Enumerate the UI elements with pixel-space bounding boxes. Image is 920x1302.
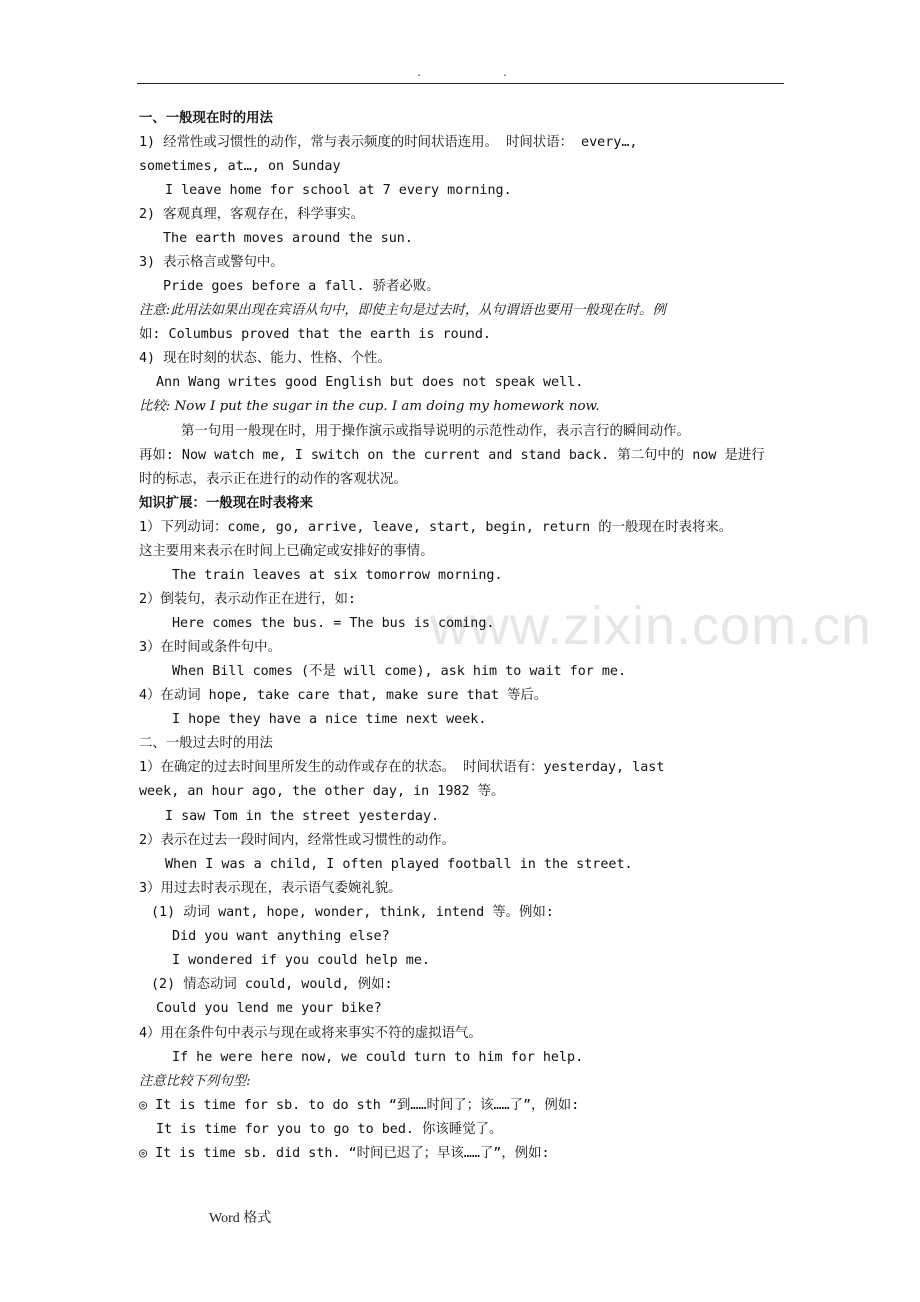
page-footer: Word 格式 [209, 1211, 272, 1226]
text-line: The train leaves at six tomorrow morning. [172, 568, 503, 583]
text-line: 二、一般过去时的用法 [139, 736, 273, 751]
text-line: 2) 客观真理，客观存在，科学事实。 [139, 207, 365, 222]
text-line: (1) 动词 want, hope, wonder, think, intend 等。例如: [151, 905, 554, 920]
text-line: 3) 表示格言或警句中。 [139, 255, 284, 270]
text-line: 1）在确定的过去时间里所发生的动作或存在的状态。 时间状语有：yesterday, last [139, 760, 665, 775]
text-line: 再如: Now watch me, I switch on the current and stand back. 第二句中的 now 是进行 [139, 448, 765, 463]
text-line: I saw Tom in the street yesterday. [165, 809, 440, 824]
text-line: 3）在时间或条件句中。 [139, 640, 281, 655]
text-line: week, an hour ago, the other day, in 1982 等。 [139, 784, 505, 799]
text-line: 2）表示在过去一段时间内，经常性或习惯性的动作。 [139, 833, 456, 848]
text-line: (2) 情态动词 could, would, 例如: [151, 977, 393, 992]
text-line: 一、一般现在时的用法 [139, 111, 273, 126]
text-line: Here comes the bus. = The bus is coming. [172, 616, 495, 631]
header-dot: . [416, 68, 423, 79]
text-line: The earth moves around the sun. [163, 231, 413, 246]
text-line: 如: Columbus proved that the earth is round. [139, 327, 491, 342]
text-line: I wondered if you could help me. [172, 953, 430, 968]
text-line: 4）用在条件句中表示与现在或将来事实不符的虚拟语气。 [139, 1026, 482, 1041]
text-line: Did you want anything else? [172, 929, 390, 944]
text-line: I hope they have a nice time next week. [172, 712, 487, 727]
text-line: I leave home for school at 7 every morning. [165, 183, 512, 198]
text-line: 这主要用来表示在时间上已确定或安排好的事情。 [139, 544, 434, 559]
watermark: www.zixin.com.cn [430, 596, 873, 656]
text-line: 2）倒装句，表示动作正在进行，如: [139, 592, 356, 607]
text-line: When I was a child, I often played football in the street. [165, 857, 633, 872]
text-line: When Bill comes (不是 will come), ask him to wait for me. [172, 664, 627, 679]
text-line: 3）用过去时表示现在，表示语气委婉礼貌。 [139, 881, 402, 896]
text-line: 1) 经常性或习惯性的动作，常与表示频度的时间状语连用。 时间状语： every…, [139, 135, 638, 150]
text-line: Could you lend me your bike? [156, 1001, 382, 1016]
text-line: 注意比较下列句型: [139, 1074, 251, 1089]
text-line: 时的标志，表示正在进行的动作的客观状况。 [139, 472, 407, 487]
text-line: sometimes, at…, on Sunday [139, 159, 341, 174]
text-line: It is time for you to go to bed. 你该睡觉了。 [156, 1122, 503, 1137]
header-dot: . [502, 68, 509, 79]
text-line: 第一句用一般现在时，用于操作演示或指导说明的示范性动作，表示言行的瞬间动作。 [181, 424, 690, 439]
text-line: 比较: Now I put the sugar in the cup. I am doing my homework now. [139, 399, 600, 414]
text-line: 4) 现在时刻的状态、能力、性格、个性。 [139, 351, 391, 366]
text-line: ◎ It is time for sb. to do sth “到……时间了；该……了”，例如: [139, 1098, 580, 1113]
text-line: Ann Wang writes good English but does not speak well. [156, 375, 584, 390]
text-line: 4）在动词 hope, take care that, make sure that 等后。 [139, 688, 548, 703]
text-line: 注意:此用法如果出现在宾语从句中，即使主句是过去时，从句谓语也要用一般现在时。例 [139, 303, 666, 318]
text-line: If he were here now, we could turn to him for help. [172, 1050, 584, 1065]
text-line: ◎ It is time sb. did sth. “时间已迟了；早该……了”，例如: [139, 1146, 550, 1161]
text-line: 知识扩展：一般现在时表将来 [139, 496, 314, 511]
text-line: 1）下列动词：come, go, arrive, leave, start, begin, return 的一般现在时表将来。 [139, 520, 733, 535]
header-rule [137, 83, 784, 84]
text-line: Pride goes before a fall. 骄者必败。 [163, 279, 440, 294]
